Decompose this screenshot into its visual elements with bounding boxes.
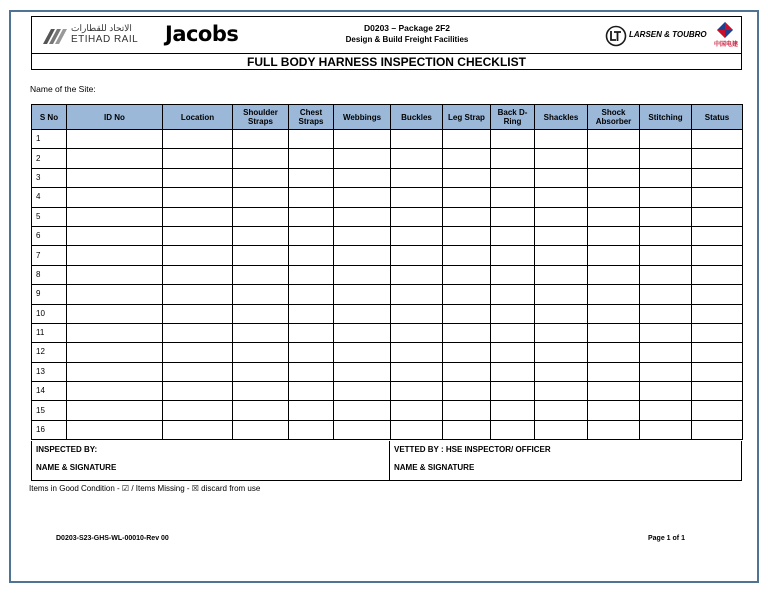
cell-shock[interactable]	[588, 304, 640, 323]
cell-id[interactable]	[67, 323, 163, 342]
cell-shock[interactable]	[588, 323, 640, 342]
cell-shackles[interactable]	[535, 246, 588, 265]
table-row	[32, 343, 743, 362]
cell-buckles[interactable]	[391, 382, 443, 401]
cell-back[interactable]	[491, 382, 535, 401]
cell-stitching[interactable]	[640, 265, 692, 284]
row-number-cell: 6	[32, 226, 67, 245]
cell-shackles[interactable]	[535, 207, 588, 226]
cell-location[interactable]	[163, 188, 233, 207]
cell-status[interactable]	[692, 188, 743, 207]
etihad-rail-logo	[42, 23, 162, 49]
cell-id[interactable]	[67, 188, 163, 207]
etihad-rail-mark-icon	[42, 25, 68, 45]
cell-webbings[interactable]	[334, 401, 391, 420]
cell-leg[interactable]	[443, 226, 491, 245]
cell-shoulder[interactable]	[233, 207, 289, 226]
cell-back[interactable]	[491, 323, 535, 342]
cell-shoulder[interactable]	[233, 382, 289, 401]
cell-status[interactable]	[692, 323, 743, 342]
cell-shoulder[interactable]	[233, 420, 289, 439]
row-number-cell: 16	[32, 420, 67, 439]
cell-status[interactable]	[692, 285, 743, 304]
cell-buckles[interactable]	[391, 304, 443, 323]
cell-shackles[interactable]	[535, 149, 588, 168]
lt-emblem-icon	[605, 25, 627, 47]
cell-stitching[interactable]	[640, 343, 692, 362]
cell-id[interactable]	[67, 343, 163, 362]
cell-status[interactable]	[692, 265, 743, 284]
column-header-chest: Chest Straps	[289, 105, 334, 130]
page-number: Page 1 of 1	[648, 535, 685, 542]
cell-location[interactable]	[163, 323, 233, 342]
cell-shock[interactable]	[588, 130, 640, 149]
cell-location[interactable]	[163, 130, 233, 149]
cell-webbings[interactable]	[334, 304, 391, 323]
cell-shoulder[interactable]	[233, 226, 289, 245]
column-header-id: ID No	[67, 105, 163, 130]
cell-location[interactable]	[163, 285, 233, 304]
cell-shock[interactable]	[588, 149, 640, 168]
cell-id[interactable]	[67, 246, 163, 265]
cell-webbings[interactable]	[334, 343, 391, 362]
cell-back[interactable]	[491, 265, 535, 284]
table-row	[32, 382, 743, 401]
cell-status[interactable]	[692, 401, 743, 420]
cell-location[interactable]	[163, 343, 233, 362]
table-row	[32, 285, 743, 304]
cell-back[interactable]	[491, 343, 535, 362]
cell-id[interactable]	[67, 304, 163, 323]
cell-shackles[interactable]	[535, 304, 588, 323]
cell-stitching[interactable]	[640, 149, 692, 168]
table-row	[32, 130, 743, 149]
cell-webbings[interactable]	[334, 168, 391, 187]
cell-stitching[interactable]	[640, 401, 692, 420]
cell-stitching[interactable]	[640, 323, 692, 342]
cell-status[interactable]	[692, 246, 743, 265]
cell-back[interactable]	[491, 304, 535, 323]
table-row	[32, 188, 743, 207]
cell-chest[interactable]	[289, 343, 334, 362]
row-number-cell: 2	[32, 149, 67, 168]
cell-id[interactable]	[67, 382, 163, 401]
cell-webbings[interactable]	[334, 149, 391, 168]
cell-leg[interactable]	[443, 168, 491, 187]
cell-leg[interactable]	[443, 304, 491, 323]
cell-shackles[interactable]	[535, 188, 588, 207]
cell-back[interactable]	[491, 130, 535, 149]
cell-chest[interactable]	[289, 382, 334, 401]
table-row	[32, 323, 743, 342]
cell-location[interactable]	[163, 401, 233, 420]
cell-shock[interactable]	[588, 420, 640, 439]
cell-chest[interactable]	[289, 401, 334, 420]
cell-webbings[interactable]	[334, 207, 391, 226]
cell-stitching[interactable]	[640, 382, 692, 401]
lt-name: LARSEN & TOUBRO	[629, 30, 707, 39]
header-logos-row	[32, 17, 741, 53]
cell-shock[interactable]	[588, 362, 640, 381]
cell-buckles[interactable]	[391, 207, 443, 226]
cell-buckles[interactable]	[391, 343, 443, 362]
cell-id[interactable]	[67, 130, 163, 149]
cell-buckles[interactable]	[391, 226, 443, 245]
condition-legend: Items in Good Condition - ☑ / Items Missing - ☒ discard from use	[29, 484, 261, 493]
cell-stitching[interactable]	[640, 362, 692, 381]
cell-buckles[interactable]	[391, 130, 443, 149]
cell-stitching[interactable]	[640, 246, 692, 265]
cell-shock[interactable]	[588, 285, 640, 304]
jacobs-logo: Jacobs	[165, 22, 239, 46]
table-row	[32, 362, 743, 381]
cell-location[interactable]	[163, 226, 233, 245]
cell-stitching[interactable]	[640, 420, 692, 439]
table-row	[32, 149, 743, 168]
cell-leg[interactable]	[443, 362, 491, 381]
cell-status[interactable]	[692, 362, 743, 381]
project-name: Design & Build Freight Facilities	[345, 35, 469, 44]
cell-shock[interactable]	[588, 168, 640, 187]
row-number-cell: 12	[32, 343, 67, 362]
cell-chest[interactable]	[289, 285, 334, 304]
cell-webbings[interactable]	[334, 226, 391, 245]
cell-buckles[interactable]	[391, 168, 443, 187]
cell-status[interactable]	[692, 304, 743, 323]
cell-webbings[interactable]	[334, 362, 391, 381]
cell-shock[interactable]	[588, 343, 640, 362]
row-number-cell: 1	[32, 130, 67, 149]
cell-buckles[interactable]	[391, 362, 443, 381]
inspected-by-block	[32, 441, 390, 480]
table-header-row	[32, 105, 743, 130]
row-number-cell: 11	[32, 323, 67, 342]
column-header-webbings: Webbings	[334, 105, 391, 130]
column-header-stitching: Stitching	[640, 105, 692, 130]
power-china-text: 中国电建	[714, 42, 739, 48]
column-header-shock: Shock Absorber	[588, 105, 640, 130]
cell-id[interactable]	[67, 265, 163, 284]
cell-back[interactable]	[491, 420, 535, 439]
cell-back[interactable]	[491, 362, 535, 381]
cell-leg[interactable]	[443, 382, 491, 401]
column-header-leg: Leg Strap	[443, 105, 491, 130]
document-header	[31, 16, 742, 70]
cell-leg[interactable]	[443, 207, 491, 226]
table-row	[32, 265, 743, 284]
cell-buckles[interactable]	[391, 149, 443, 168]
cell-stitching[interactable]	[640, 188, 692, 207]
cell-shackles[interactable]	[535, 265, 588, 284]
cell-chest[interactable]	[289, 188, 334, 207]
cell-leg[interactable]	[443, 130, 491, 149]
table-body	[32, 130, 743, 440]
table-row	[32, 401, 743, 420]
cell-buckles[interactable]	[391, 420, 443, 439]
cell-chest[interactable]	[289, 265, 334, 284]
cell-shackles[interactable]	[535, 343, 588, 362]
cell-shoulder[interactable]	[233, 304, 289, 323]
cell-location[interactable]	[163, 362, 233, 381]
signoff-section	[31, 441, 742, 481]
cell-stitching[interactable]	[640, 226, 692, 245]
cell-webbings[interactable]	[334, 285, 391, 304]
cell-chest[interactable]	[289, 246, 334, 265]
larsen-toubro-logo	[605, 25, 715, 47]
cell-shoulder[interactable]	[233, 323, 289, 342]
cell-shoulder[interactable]	[233, 265, 289, 284]
cell-shoulder[interactable]	[233, 149, 289, 168]
cell-location[interactable]	[163, 265, 233, 284]
cell-shackles[interactable]	[535, 285, 588, 304]
cell-status[interactable]	[692, 130, 743, 149]
form-title: FULL BODY HARNESS INSPECTION CHECKLIST	[32, 53, 741, 70]
cell-location[interactable]	[163, 246, 233, 265]
cell-leg[interactable]	[443, 323, 491, 342]
cell-leg[interactable]	[443, 246, 491, 265]
cell-shock[interactable]	[588, 382, 640, 401]
row-number-cell: 13	[32, 362, 67, 381]
cell-back[interactable]	[491, 285, 535, 304]
cell-webbings[interactable]	[334, 420, 391, 439]
row-number-cell: 7	[32, 246, 67, 265]
row-number-cell: 5	[32, 207, 67, 226]
power-china-emblem-icon	[714, 21, 736, 39]
cell-webbings[interactable]	[334, 130, 391, 149]
cell-shoulder[interactable]	[233, 168, 289, 187]
row-number-cell: 9	[32, 285, 67, 304]
cell-chest[interactable]	[289, 362, 334, 381]
column-header-status: Status	[692, 105, 743, 130]
cell-stitching[interactable]	[640, 285, 692, 304]
cell-leg[interactable]	[443, 420, 491, 439]
cell-shackles[interactable]	[535, 401, 588, 420]
cell-back[interactable]	[491, 226, 535, 245]
cell-stitching[interactable]	[640, 207, 692, 226]
cell-shoulder[interactable]	[233, 362, 289, 381]
cell-chest[interactable]	[289, 420, 334, 439]
inspection-table	[31, 104, 743, 440]
cell-shock[interactable]	[588, 265, 640, 284]
cell-status[interactable]	[692, 343, 743, 362]
row-number-cell: 4	[32, 188, 67, 207]
cell-shackles[interactable]	[535, 420, 588, 439]
table-row	[32, 420, 743, 439]
cell-id[interactable]	[67, 285, 163, 304]
cell-shoulder[interactable]	[233, 343, 289, 362]
cell-id[interactable]	[67, 168, 163, 187]
cell-shackles[interactable]	[535, 130, 588, 149]
cell-buckles[interactable]	[391, 246, 443, 265]
cell-chest[interactable]	[289, 149, 334, 168]
cell-shock[interactable]	[588, 188, 640, 207]
cell-id[interactable]	[67, 420, 163, 439]
cell-shackles[interactable]	[535, 382, 588, 401]
cell-back[interactable]	[491, 246, 535, 265]
etihad-latin-text: ETIHAD RAIL	[71, 34, 139, 45]
cell-shackles[interactable]	[535, 226, 588, 245]
cell-status[interactable]	[692, 168, 743, 187]
cell-id[interactable]	[67, 226, 163, 245]
cell-chest[interactable]	[289, 168, 334, 187]
cell-back[interactable]	[491, 188, 535, 207]
cell-chest[interactable]	[289, 304, 334, 323]
cell-shock[interactable]	[588, 401, 640, 420]
cell-chest[interactable]	[289, 323, 334, 342]
vetted-by-block	[390, 441, 741, 480]
document-number: D0203-S23-GHS-WL-00010-Rev 00	[56, 535, 169, 542]
cell-leg[interactable]	[443, 343, 491, 362]
cell-shackles[interactable]	[535, 362, 588, 381]
column-header-shackles: Shackles	[535, 105, 588, 130]
cell-shoulder[interactable]	[233, 285, 289, 304]
cell-shoulder[interactable]	[233, 130, 289, 149]
inspected-by-label: INSPECTED BY:	[36, 445, 98, 454]
cell-webbings[interactable]	[334, 246, 391, 265]
project-code: D0203 – Package 2F2	[363, 23, 450, 33]
cell-shock[interactable]	[588, 246, 640, 265]
table-row	[32, 226, 743, 245]
cell-shackles[interactable]	[535, 323, 588, 342]
cell-shoulder[interactable]	[233, 401, 289, 420]
etihad-arabic-text: الاتحاد للقطارات	[71, 23, 132, 33]
cell-location[interactable]	[163, 207, 233, 226]
cell-leg[interactable]	[443, 188, 491, 207]
column-header-back: Back D-Ring	[491, 105, 535, 130]
row-number-cell: 8	[32, 265, 67, 284]
cell-location[interactable]	[163, 168, 233, 187]
project-info	[292, 22, 522, 45]
cell-shock[interactable]	[588, 226, 640, 245]
cell-location[interactable]	[163, 382, 233, 401]
row-number-cell: 3	[32, 168, 67, 187]
table-row	[32, 246, 743, 265]
cell-leg[interactable]	[443, 285, 491, 304]
cell-chest[interactable]	[289, 226, 334, 245]
cell-buckles[interactable]	[391, 285, 443, 304]
cell-stitching[interactable]	[640, 130, 692, 149]
table-row	[32, 304, 743, 323]
power-china-logo	[714, 21, 740, 49]
cell-shoulder[interactable]	[233, 188, 289, 207]
cell-location[interactable]	[163, 304, 233, 323]
site-name-label: Name of the Site:	[30, 84, 96, 94]
cell-stitching[interactable]	[640, 304, 692, 323]
cell-id[interactable]	[67, 401, 163, 420]
cell-chest[interactable]	[289, 207, 334, 226]
cell-buckles[interactable]	[391, 401, 443, 420]
cell-shoulder[interactable]	[233, 246, 289, 265]
cell-location[interactable]	[163, 420, 233, 439]
vetted-by-label: VETTED BY : HSE INSPECTOR/ OFFICER	[394, 445, 551, 454]
row-number-cell: 15	[32, 401, 67, 420]
cell-leg[interactable]	[443, 265, 491, 284]
cell-shackles[interactable]	[535, 168, 588, 187]
cell-location[interactable]	[163, 149, 233, 168]
cell-leg[interactable]	[443, 149, 491, 168]
cell-status[interactable]	[692, 382, 743, 401]
table-row	[32, 168, 743, 187]
cell-stitching[interactable]	[640, 168, 692, 187]
cell-back[interactable]	[491, 207, 535, 226]
cell-status[interactable]	[692, 420, 743, 439]
cell-chest[interactable]	[289, 130, 334, 149]
cell-status[interactable]	[692, 226, 743, 245]
vetted-name-signature-label: NAME & SIGNATURE	[394, 463, 475, 472]
cell-webbings[interactable]	[334, 382, 391, 401]
cell-id[interactable]	[67, 207, 163, 226]
cell-leg[interactable]	[443, 401, 491, 420]
cell-id[interactable]	[67, 149, 163, 168]
cell-back[interactable]	[491, 401, 535, 420]
column-header-buckles: Buckles	[391, 105, 443, 130]
cell-status[interactable]	[692, 207, 743, 226]
column-header-sno: S No	[32, 105, 67, 130]
cell-webbings[interactable]	[334, 188, 391, 207]
cell-webbings[interactable]	[334, 265, 391, 284]
cell-buckles[interactable]	[391, 265, 443, 284]
row-number-cell: 10	[32, 304, 67, 323]
cell-webbings[interactable]	[334, 323, 391, 342]
cell-back[interactable]	[491, 168, 535, 187]
column-header-location: Location	[163, 105, 233, 130]
cell-buckles[interactable]	[391, 323, 443, 342]
inspected-name-signature-label: NAME & SIGNATURE	[36, 463, 117, 472]
cell-buckles[interactable]	[391, 188, 443, 207]
cell-id[interactable]	[67, 362, 163, 381]
cell-shock[interactable]	[588, 207, 640, 226]
cell-status[interactable]	[692, 149, 743, 168]
table-row	[32, 207, 743, 226]
cell-back[interactable]	[491, 149, 535, 168]
column-header-shoulder: Shoulder Straps	[233, 105, 289, 130]
row-number-cell: 14	[32, 382, 67, 401]
